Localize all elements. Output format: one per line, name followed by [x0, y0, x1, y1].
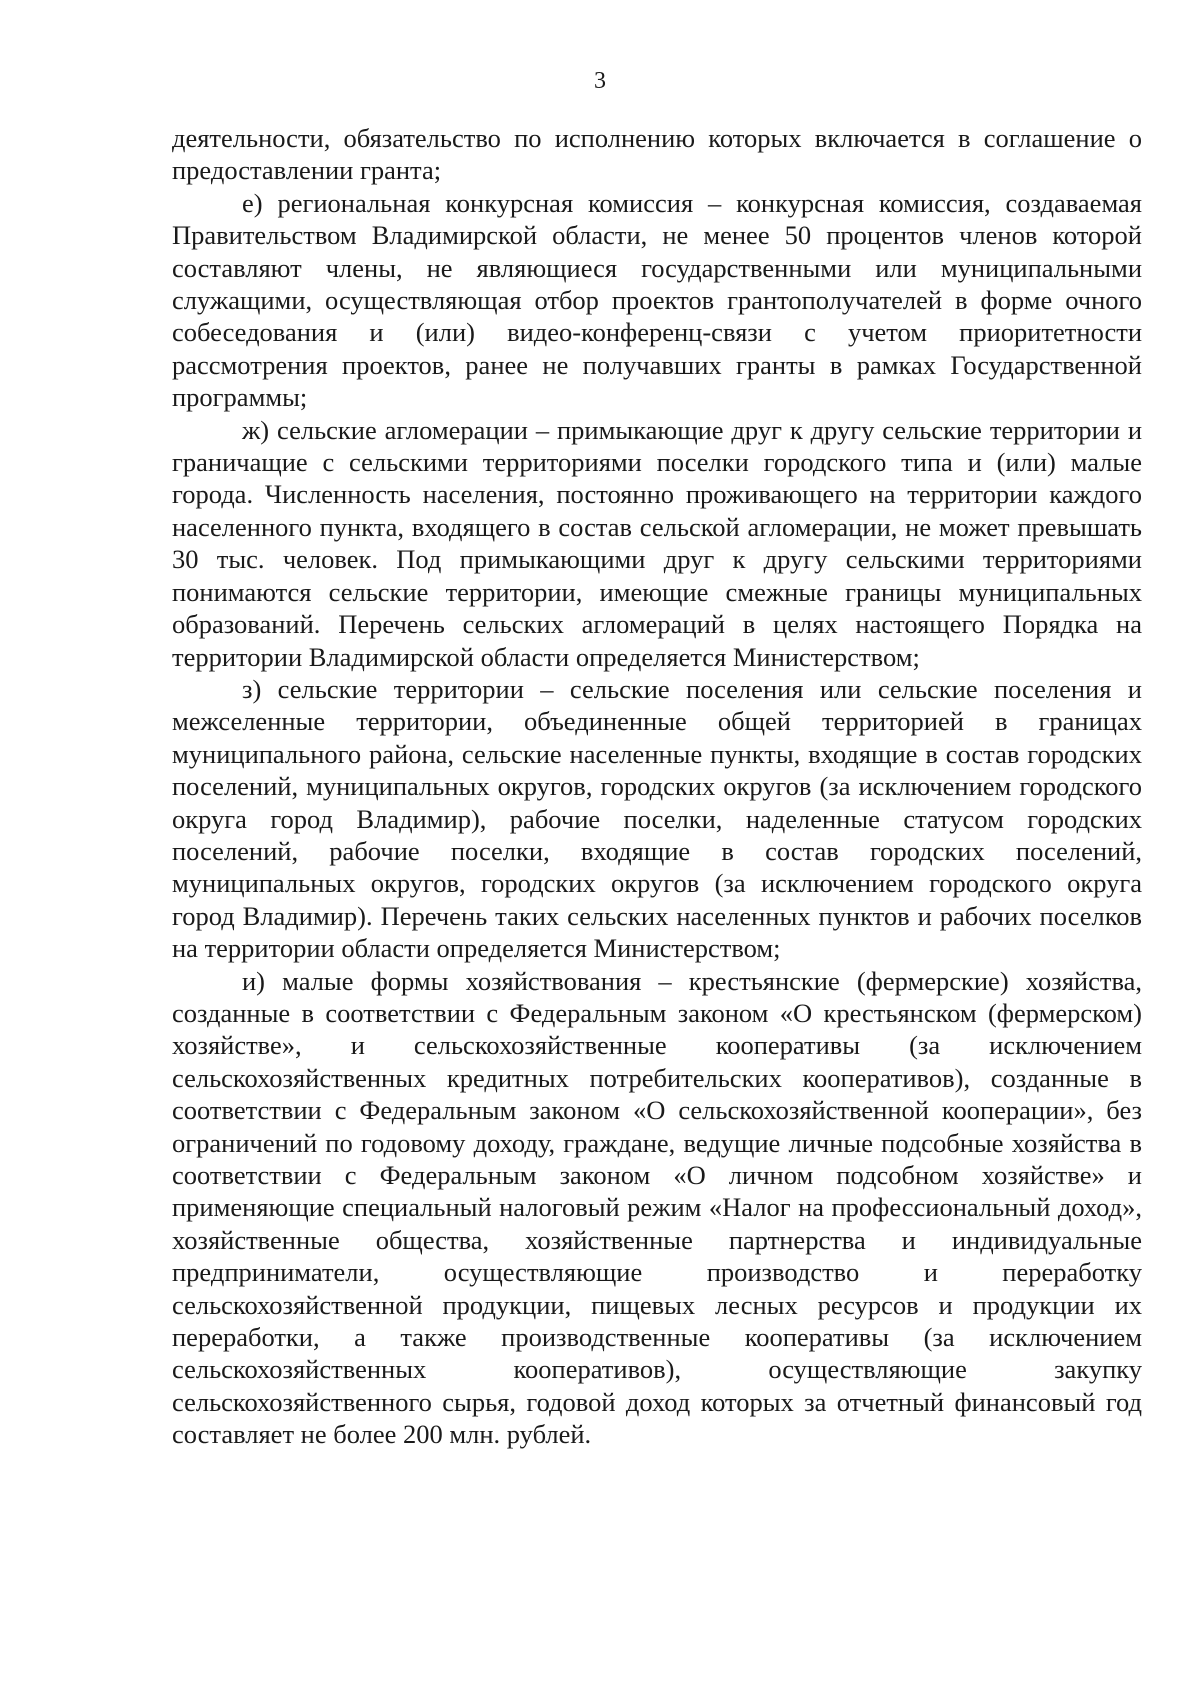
page-number: 3 — [594, 68, 606, 94]
document-body — [172, 122, 1142, 1451]
paragraph-item-z: з) сельские территории – сельские поселения или сельские поселения и межселенные территории, объединенные общей территорией в границах муниципального района, сельские населенные пункты, входящие в состав городских поселений, муниципальных округов, городских округов (за исключением городского округа город Владимир), рабочие поселки, наделенные статусом городских поселений, рабочие поселки, входящие в состав городских поселений, муниципальных округов, городских округов (за исключением городского округа город Владимир). Перечень таких сельских населенных пунктов и рабочих поселков на территории области определяется Министерством; — [172, 673, 1142, 964]
paragraph-item-e: е) региональная конкурсная комиссия – конкурсная комиссия, создаваемая Правительством Владимирской области, не менее 50 процентов членов которой составляют члены, не являющиеся государственными или муниципальными служащими, осуществляющая отбор проектов грантополучателей в форме очного собеседования и (или) видео-конференц-связи с учетом приоритетности рассмотрения проектов, ранее не получавших гранты в рамках Государственной программы; — [172, 187, 1142, 413]
paragraph-item-i: и) малые формы хозяйствования – крестьянские (фермерские) хозяйства, созданные в соответствии с Федеральным законом «О крестьянском (фермерском) хозяйстве», и сельскохозяйственные кооперативы (за исключением сельскохозяйственных кредитных потребительских кооперативов), созданные в соответствии с Федеральным законом «О сельскохозяйственной кооперации», без ограничений по годовому доходу, граждане, ведущие личные подсобные хозяйства в соответствии с Федеральным законом «О личном подсобном хозяйстве» и применяющие специальный налоговый режим «Налог на профессиональный доход», хозяйственные общества, хозяйственные партнерства и индивидуальные предприниматели, осуществляющие производство и переработку сельскохозяйственной продукции, пищевых лесных ресурсов и продукции их переработки, а также производственные кооперативы (за исключением сельскохозяйственных кооперативов), осуществляющие закупку сельскохозяйственного сырья, годовой доход которых за отчетный финансовый год составляет не более 200 млн. рублей. — [172, 965, 1142, 1450]
paragraph-continuation: деятельности, обязательство по исполнению которых включается в соглашение о предоставлении гранта; — [172, 123, 1142, 186]
paragraph-item-zh: ж) сельские агломерации – примыкающие друг к другу сельские территории и граничащие с сельскими территориями поселки городского типа и (или) малые города. Численность населения, постоянно проживающего на территории каждого населенного пункта, входящего в состав сельской агломерации, не может превышать 30 тыс. человек. Под примыкающими друг к другу сельскими территориями понимаются сельские территории, имеющие смежные границы муниципальных образований. Перечень сельских агломераций в целях настоящего Порядка на территории Владимирской области определяется Министерством; — [172, 414, 1142, 672]
